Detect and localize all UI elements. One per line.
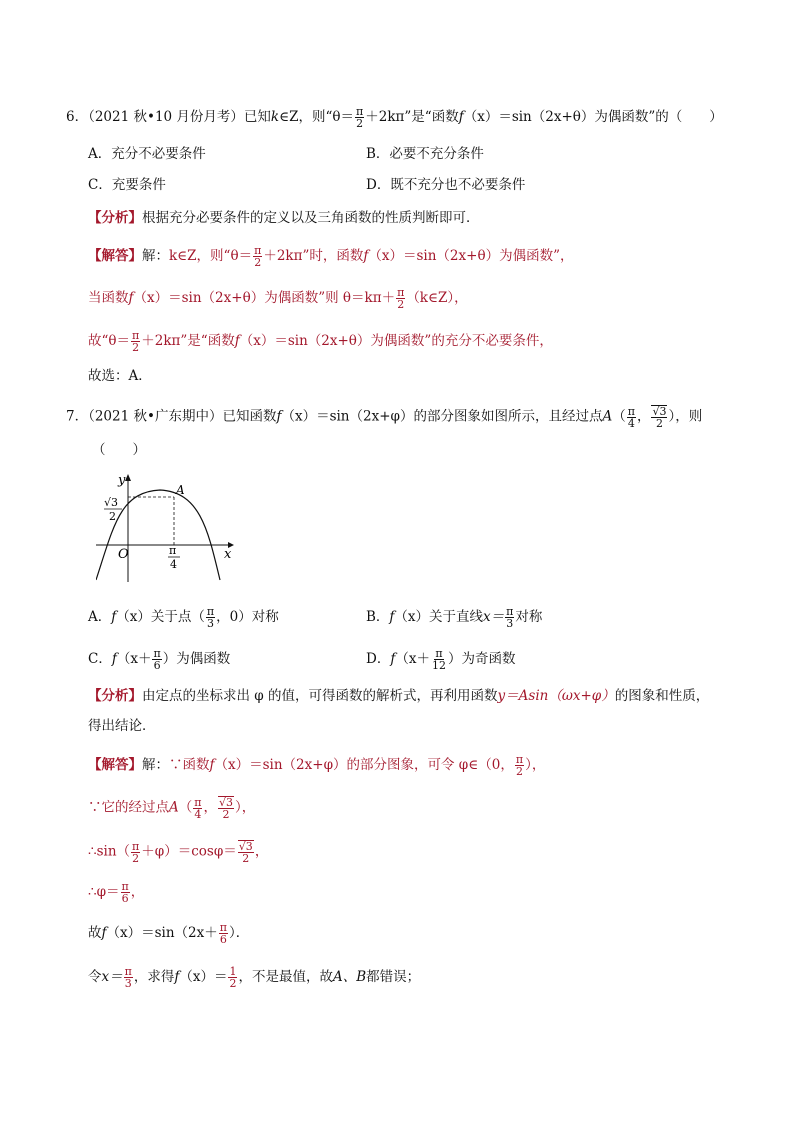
q6-option-b: B．必要不充分条件: [366, 146, 484, 162]
q7-answer-line-6: 令x＝ $\frac{\pi}{3}$ ，求得f（x）＝ $\frac{1}{2}$ ，不是最值，故A、B都错误；: [88, 965, 421, 990]
q7-analysis-line-1: 【分析】由定点的坐标求出 φ 的值，可得函数的解析式，再利用函数y＝Asin（ωx+φ）的图象和性质，: [88, 688, 710, 704]
q6-stem: 6．（2021 秋•10 月份月考）已知k∈Z，则“θ＝ $\frac{\pi}{2}$ ＋2kπ”是“函数f（x）＝sin（2x+θ）为偶函数”的（ ）: [66, 105, 723, 130]
sqrt3-label: √3: [104, 496, 119, 509]
y-label: y: [118, 473, 126, 488]
q6-option-a: A．充分不必要条件: [88, 146, 206, 162]
q7-stem: 7．（2021 秋•广东期中）已知函数f（x）＝sin（2x+φ）的部分图象如图所示，且经过点A（ $\frac{\pi}{4}$ ， $\frac{√3}{2}$ ），则: [66, 404, 703, 430]
pi-label: π: [169, 544, 177, 557]
q7-answer-line-5: 故f（x）＝sin（2x＋ $\frac{\pi}{6}$ ）．: [88, 921, 250, 946]
pi-denominator: 4: [170, 558, 177, 571]
sine-graph: [96, 470, 246, 585]
q6-answer-line-4: 故选：A．: [88, 368, 152, 384]
q6-answer-line-1: 【解答】解：k∈Z，则“θ＝ $\frac{\pi}{2}$ ＋2kπ”时，函数f（x）＝sin（2x+θ）为偶函数”，: [88, 244, 574, 269]
q7-option-a: A．f（x）关于点（ $\frac{\pi}{3}$ ，0）对称: [88, 605, 279, 630]
q7-answer-paren: （ ）: [92, 442, 146, 458]
sqrt3-denominator: 2: [109, 510, 116, 523]
origin-label: O: [118, 547, 129, 562]
q6-analysis: 【分析】根据充分必要条件的定义以及三角函数的性质判断即可．: [88, 210, 480, 226]
q7-answer-line-1: 【解答】解：∵函数f（x）＝sin（2x+φ）的部分图象，可令 φ∈（0， $\frac{\pi}{2}$ ），: [88, 753, 546, 778]
q6-option-c: C．充要条件: [88, 177, 166, 193]
q7-answer-line-2: ∵它的经过点A（ $\frac{\pi}{4}$ ， $\frac{√3}{2}$ ），: [88, 795, 256, 821]
q7-answer-line-3: ∴sin（ $\frac{\pi}{2}$ ＋φ）＝cosφ＝ $\frac{√3}{2}$ ，: [88, 839, 269, 865]
q6-answer-line-3: 故“θ＝ $\frac{\pi}{2}$ ＋2kπ”是“函数f（x）＝sin（2x+θ）为偶函数”的充分不必要条件，: [88, 329, 553, 354]
fraction-pi-over-2: $\frac{\pi}{2}$: [356, 105, 364, 130]
point-a-label: A: [176, 483, 185, 497]
q7-option-c: C．f（x＋ $\frac{\pi}{6}$ ）为偶函数: [88, 647, 231, 672]
q6-option-d: D．既不充分也不必要条件: [366, 177, 526, 193]
q7-option-b: B．f（x）关于直线x＝ $\frac{\pi}{3}$ 对称: [366, 605, 543, 630]
x-label: x: [224, 547, 232, 562]
q7-answer-line-4: ∴φ＝ $\frac{\pi}{6}$ ，: [88, 880, 145, 905]
q7-option-d: D．f（x＋ $\frac{\pi}{12}$ ）为奇函数: [366, 647, 516, 672]
q6-answer-line-2: 当函数f（x）＝sin（2x+θ）为偶函数”则 θ＝kπ＋ $\frac{\pi}{2}$ （k∈Z），: [88, 286, 468, 311]
q7-analysis-line-2: 得出结论．: [88, 718, 156, 734]
y-axis-arrow: [125, 474, 131, 481]
